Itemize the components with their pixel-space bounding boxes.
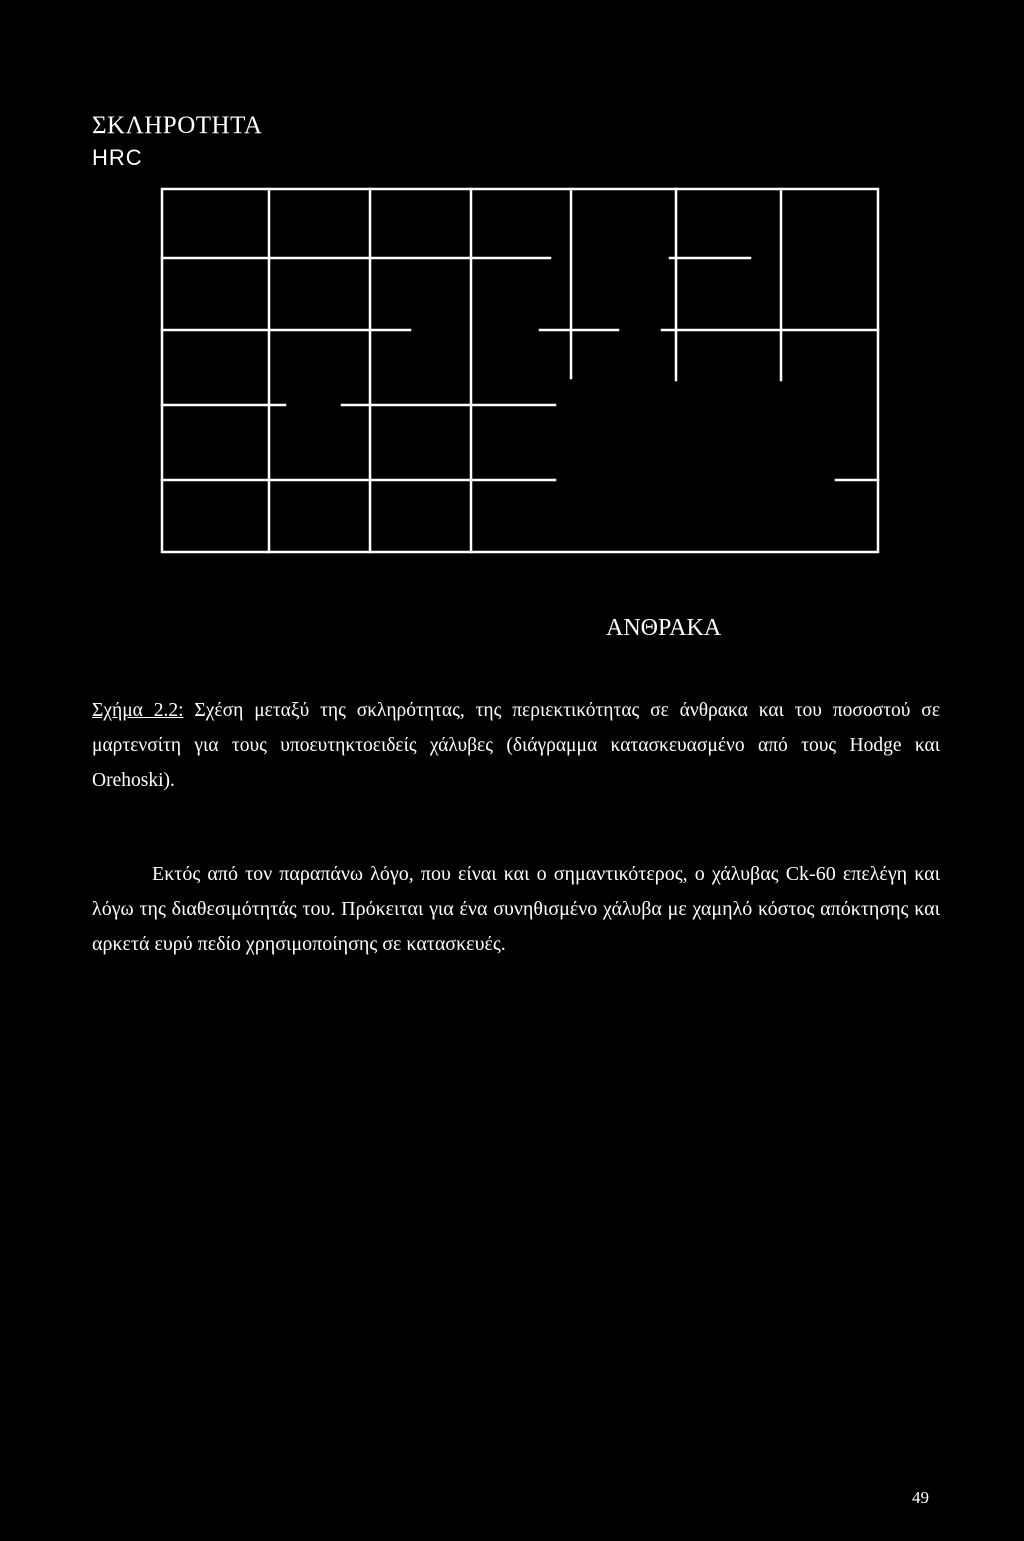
figure-caption [92, 693, 940, 798]
x-axis-title: ΑΝΘΡΑΚΑ [606, 615, 722, 641]
body-paragraph [92, 857, 940, 962]
figure-label: Σχήμα 2.2: [92, 700, 184, 721]
page-number: 49 [912, 1488, 929, 1507]
figure-caption-text: Σχέση μεταξύ της σκληρότητας, της περιεκτικότητας σε άνθρακα και του ποσοστού σε μαρτενσίτη για τους υποευτηκτοειδείς χάλυβες (διάγραμμα κατασκευασμένο από τους Hodge και Orehoski). [92, 700, 941, 791]
hardness-diagram-grid [0, 0, 1024, 600]
body-paragraph-text: Εκτός από τον παραπάνω λόγο, που είναι και ο σημαντικότερος, ο χάλυβας Ck-60 επελέγη και λόγω της διαθεσιμότητάς του. Πρόκειται για ένα συνηθισμένο χάλυβα με χαμηλό κόστος απόκτησης και αρκετά ευρύ πεδίο χρησιμοποίησης σε κατασκευές. [92, 863, 940, 955]
y-axis-title: ΣΚΛΗΡΟΤΗΤΑ [92, 112, 263, 139]
y-axis-unit: HRC [92, 145, 143, 170]
